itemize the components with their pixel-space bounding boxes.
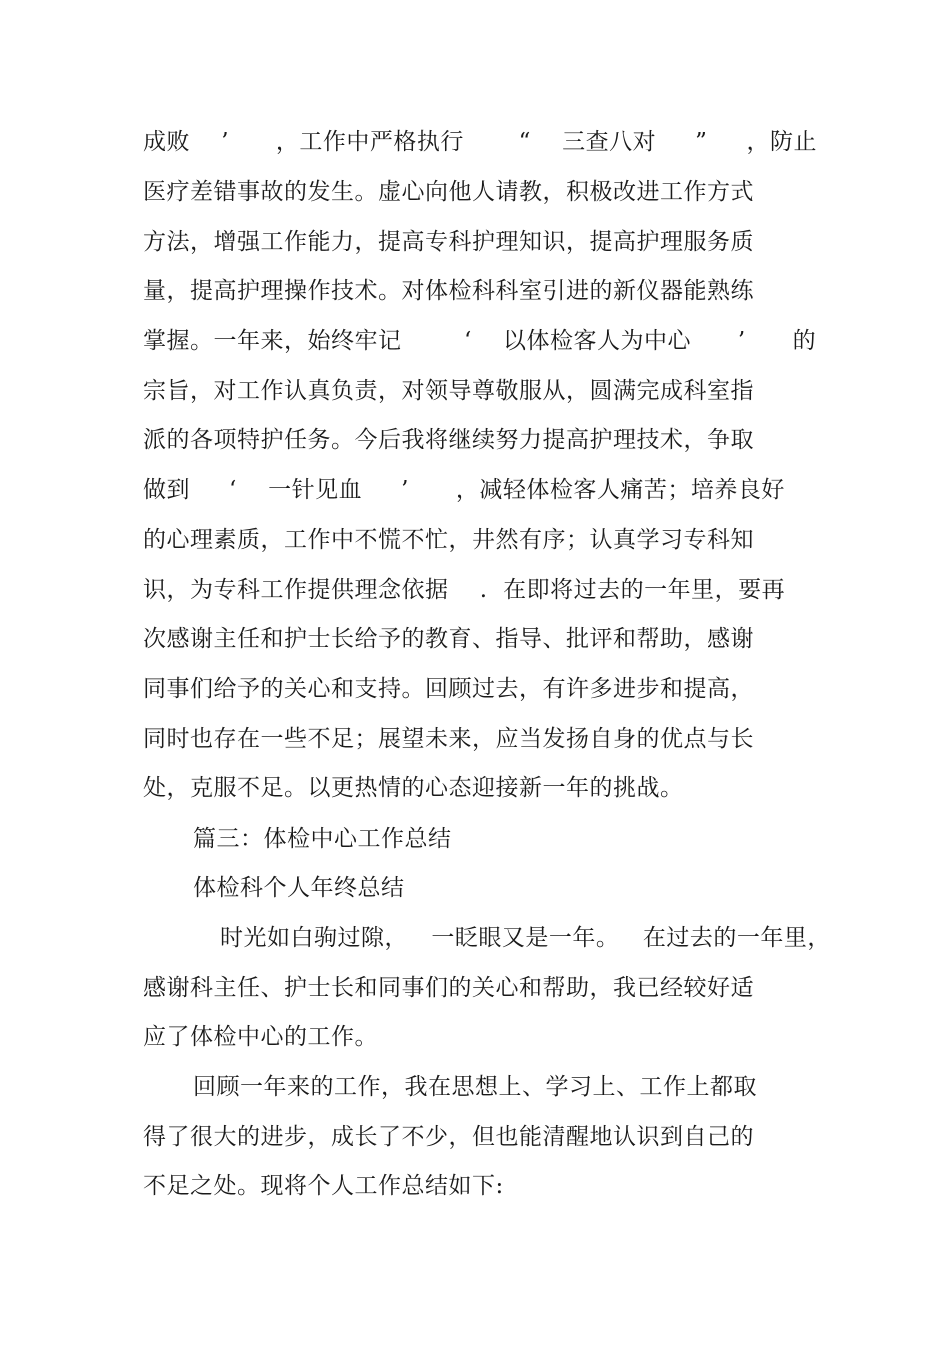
- body-line: 识，为专科工作提供理念依据 . 在即将过去的一年里，要再: [143, 577, 786, 603]
- body-line: 掌握。一年来，始终牢记 ‘ 以体检客人为中心 ’ 的: [143, 328, 817, 354]
- body-line: 做到 ‘ 一针见血 ’ ，减轻体检客人痛苦；培养良好: [143, 477, 785, 503]
- body-line: 宗旨，对工作认真负责，对领导尊敬服从，圆满完成科室指: [143, 378, 754, 404]
- section-heading: 篇三：体检中心工作总结: [193, 826, 452, 852]
- paragraph-line: 应了体检中心的工作。: [143, 1024, 378, 1050]
- body-line: 医疗差错事故的发生。虚心向他人请教，积极改进工作方式: [143, 179, 754, 205]
- body-line: 同事们给予的关心和支持。回顾过去，有许多进步和提高，: [143, 676, 754, 702]
- paragraph-line: 得了很大的进步，成长了不少，但也能清醒地认识到自己的: [143, 1124, 754, 1150]
- paragraph-line: 不足之处。现将个人工作总结如下:: [143, 1173, 504, 1199]
- body-line: 处，克服不足。以更热情的心态迎接新一年的挑战。: [143, 775, 684, 801]
- paragraph-line: 回顾一年来的工作，我在思想上、学习上、工作上都取: [193, 1074, 757, 1100]
- body-line: 派的各项特护任务。今后我将继续努力提高护理技术，争取: [143, 427, 754, 453]
- body-line: 同时也存在一些不足；展望未来，应当发扬自身的优点与长: [143, 726, 754, 752]
- body-line: 量，提高护理操作技术。对体检科科室引进的新仪器能熟练: [143, 278, 754, 304]
- body-line: 的心理素质，工作中不慌不忙，井然有序；认真学习专科知: [143, 527, 754, 553]
- paragraph-line: 时光如白驹过隙， 一眨眼又是一年。 在过去的一年里，: [220, 925, 831, 951]
- subsection-heading: 体检科个人年终总结: [193, 875, 405, 901]
- body-line: 方法，增强工作能力，提高专科护理知识，提高护理服务质: [143, 229, 754, 255]
- paragraph-line: 感谢科主任、护士长和同事们的关心和帮助，我已经较好适: [143, 975, 754, 1001]
- body-line: 次感谢主任和护士长给予的教育、指导、批评和帮助，感谢: [143, 626, 754, 652]
- body-line: 成败 ’ ，工作中严格执行 “ 三查八对 ” ，防止: [143, 129, 817, 155]
